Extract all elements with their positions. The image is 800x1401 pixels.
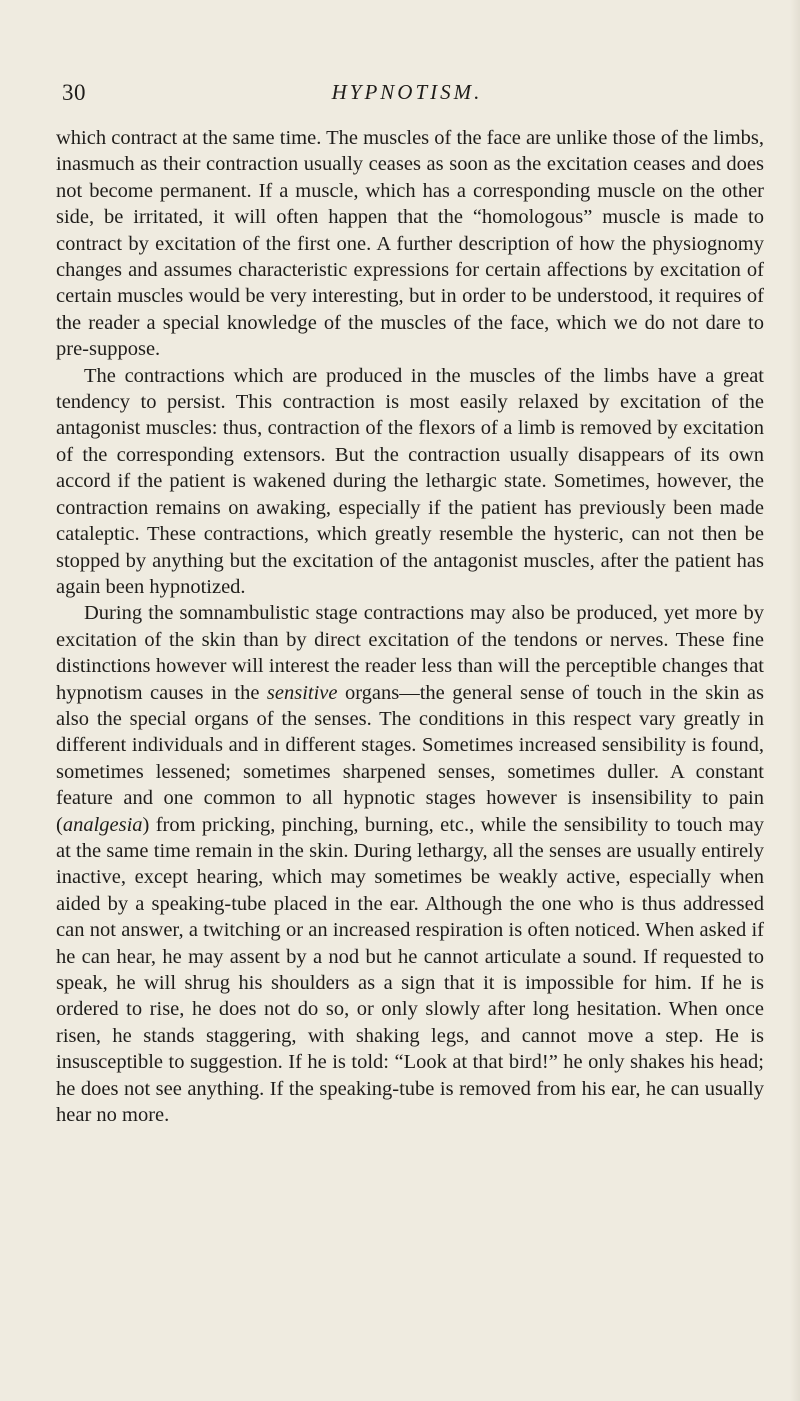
paragraph-2 bbox=[56, 363, 764, 601]
paragraph-text: which contract at the same time. The muscles of the face are unlike those of the limbs, inasmuch as their contraction usually ceases as soon as the excitation ceases and does not become permanent. If a muscle, which has a corresponding muscle on the other side, be irritated, it will often happen that the “homologous” muscle is made to contract by excitation of the first one. A further description of how the physiognomy changes and assumes characteristic expressions for certain affections by excitation of certain muscles would be very interesting, but in order to be understood, it requires of the reader a special knowledge of the muscles of the face, which we do not dare to pre-suppose. bbox=[56, 127, 764, 361]
page-header bbox=[62, 80, 752, 110]
page-number: 30 bbox=[62, 80, 86, 105]
running-head: HYPNOTISM. bbox=[331, 80, 483, 104]
paragraph-text: organs—the general sense of touch in the skin as also the special organs of the senses. The conditions in this respect vary greatly in different individuals and in different stages. Sometimes increased sensibility is found, sometimes lessened; sometimes sharpened senses, sometimes duller. A constant feature and one common to all hypnotic stages however is insensibility to pain ( bbox=[56, 681, 764, 836]
body-text bbox=[56, 125, 764, 1128]
italic-term-analgesia: analgesia bbox=[62, 813, 143, 836]
paragraph-text: The contractions which are produced in the muscles of the limbs have a great tendency to persist. This contraction is most easily relaxed by excitation of the antagonist muscles: thus, contraction of the flexors of a limb is removed by excitation of the corresponding extensors. But the contraction usually disappears of its own accord if the patient is wakened during the lethargic state. Sometimes, however, the contraction remains on awaking, especially if the patient has previously been made cataleptic. These contractions, which greatly resemble the hysteric, can not then be stopped by anything but the excitation of the antagonist muscles, after the patient has again been hypnotized. bbox=[56, 364, 764, 598]
paragraph-text: During the somnambulistic stage contractions may also be produced, yet more by excitation of the skin than by direct excitation of the tendons or nerves. These fine distinctions however will interest the reader less than will the perceptible changes that hypnotism causes in the bbox=[56, 602, 764, 704]
paragraph-1 bbox=[56, 125, 764, 363]
scan-edge-shadow bbox=[790, 0, 800, 1401]
paragraph-text: ) from pricking, pinching, burning, etc., while the sensibility to touch may at the same time remain in the skin. During lethargy, all the senses are usually entirely inactive, except hearing, which may sometimes be weakly active, especially when aided by a speaking-tube placed in the ear. Although the one who is thus addressed can not answer, a twitching or an increased respiration is often noticed. When asked if he can hear, he may assent by a nod but he cannot articulate a sound. If requested to speak, he will shrug his shoulders as a sign that it is impossible for him. If he is ordered to rise, he does not do so, or only slowly after long hesitation. When once risen, he stands staggering, with shaking legs, and cannot move a step. He is insusceptible to suggestion. If he is told: “Look at that bird!” he only shakes his head; he does not see anything. If the speaking-tube is removed from his ear, he can usually hear no more. bbox=[56, 813, 764, 1127]
paragraph-3 bbox=[56, 600, 764, 1128]
italic-term-sensitive: sensitive bbox=[266, 681, 338, 704]
